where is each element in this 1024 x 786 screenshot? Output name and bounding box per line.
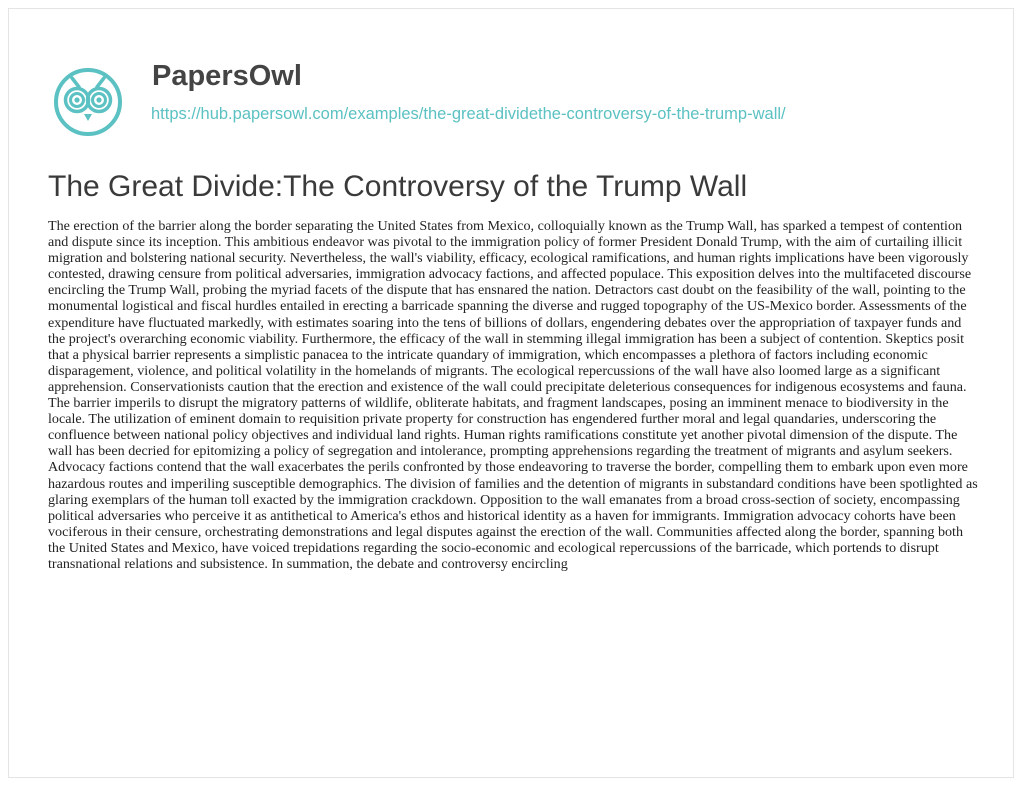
- owl-logo-icon: [48, 62, 128, 142]
- header: [48, 60, 988, 140]
- page-title: The Great Divide:The Controversy of the Trump Wall: [48, 170, 748, 203]
- brand-name: PapersOwl: [152, 60, 302, 92]
- source-url-link[interactable]: https://hub.papersowl.com/examples/the-great-dividethe-controversy-of-the-trump-wall/: [151, 105, 786, 123]
- essay-body-paragraph: The erection of the barrier along the border separating the United States from Mexico, colloquially known as the Trump Wall, has sparked a tempest of contention and dispute since its inception. This ambitious endeavor was pivotal to the immigration policy of former President Donald Trump, with the aim of curtailing illicit migration and bolstering national security. Nevertheless, the wall's viability, efficacy, ecological ramifications, and human rights implications have been vigorously contested, drawing censure from political adversaries, immigration advocacy factions, and affected populace. This exposition delves into the multifaceted discourse encircling the Trump Wall, probing the myriad facets of the dispute that has ensnared the nation. Detractors cast doubt on the feasibility of the wall, pointing to the monumental logistical and fiscal hurdles entailed in erecting a barricade spanning the diverse and rugged topography of the US-Mexico border. Assessments of the expenditure have fluctuated markedly, with estimates soaring into the tens of billions of dollars, engendering debates over the appropriation of taxpayer funds and the project's overarching economic viability. Furthermore, the efficacy of the wall in stemming illegal immigration has been a subject of contention. Skeptics posit that a physical barrier represents a simplistic panacea to the intricate quandary of immigration, which encompasses a plethora of factors including economic disparagement, violence, and political volatility in the homelands of migrants. The ecological repercussions of the wall have also loomed large as a significant apprehension. Conservationists caution that the erection and existence of the wall could precipitate deleterious consequences for indigenous ecosystems and fauna. The barrier imperils to disrupt the migratory patterns of wildlife, obliterate habitats, and fragment landscapes, posing an imminent menace to biodiversity in the locale. The utilization of eminent domain to requisition private property for construction has engendered further moral and legal quandaries, underscoring the confluence between national policy objectives and individual land rights. Human rights ramifications constitute yet another pivotal dimension of the dispute. The wall has been decried for epitomizing a policy of segregation and intolerance, prompting apprehensions regarding the treatment of migrants and asylum seekers. Advocacy factions contend that the wall exacerbates the perils confronted by those endeavoring to traverse the border, compelling them to embark upon even more hazardous routes and imperiling susceptible demographics. The division of families and the detention of migrants in substandard conditions have been spotlighted as glaring exemplars of the human toll exacted by the immigration crackdown. Opposition to the wall emanates from a broad cross-section of society, encompassing political adversaries who perceive it as antithetical to America's ethos and historical identity as a haven for immigrants. Immigration advocacy cohorts have been vociferous in their censure, orchestrating demonstrations and legal disputes against the erection of the wall. Communities affected along the border, spanning both the United States and Mexico, have voiced trepidations regarding the socio-economic and ecological repercussions of the barricade, which portends to disrupt transnational relations and subsistence. In summation, the debate and controversy encircling: [48, 218, 978, 572]
